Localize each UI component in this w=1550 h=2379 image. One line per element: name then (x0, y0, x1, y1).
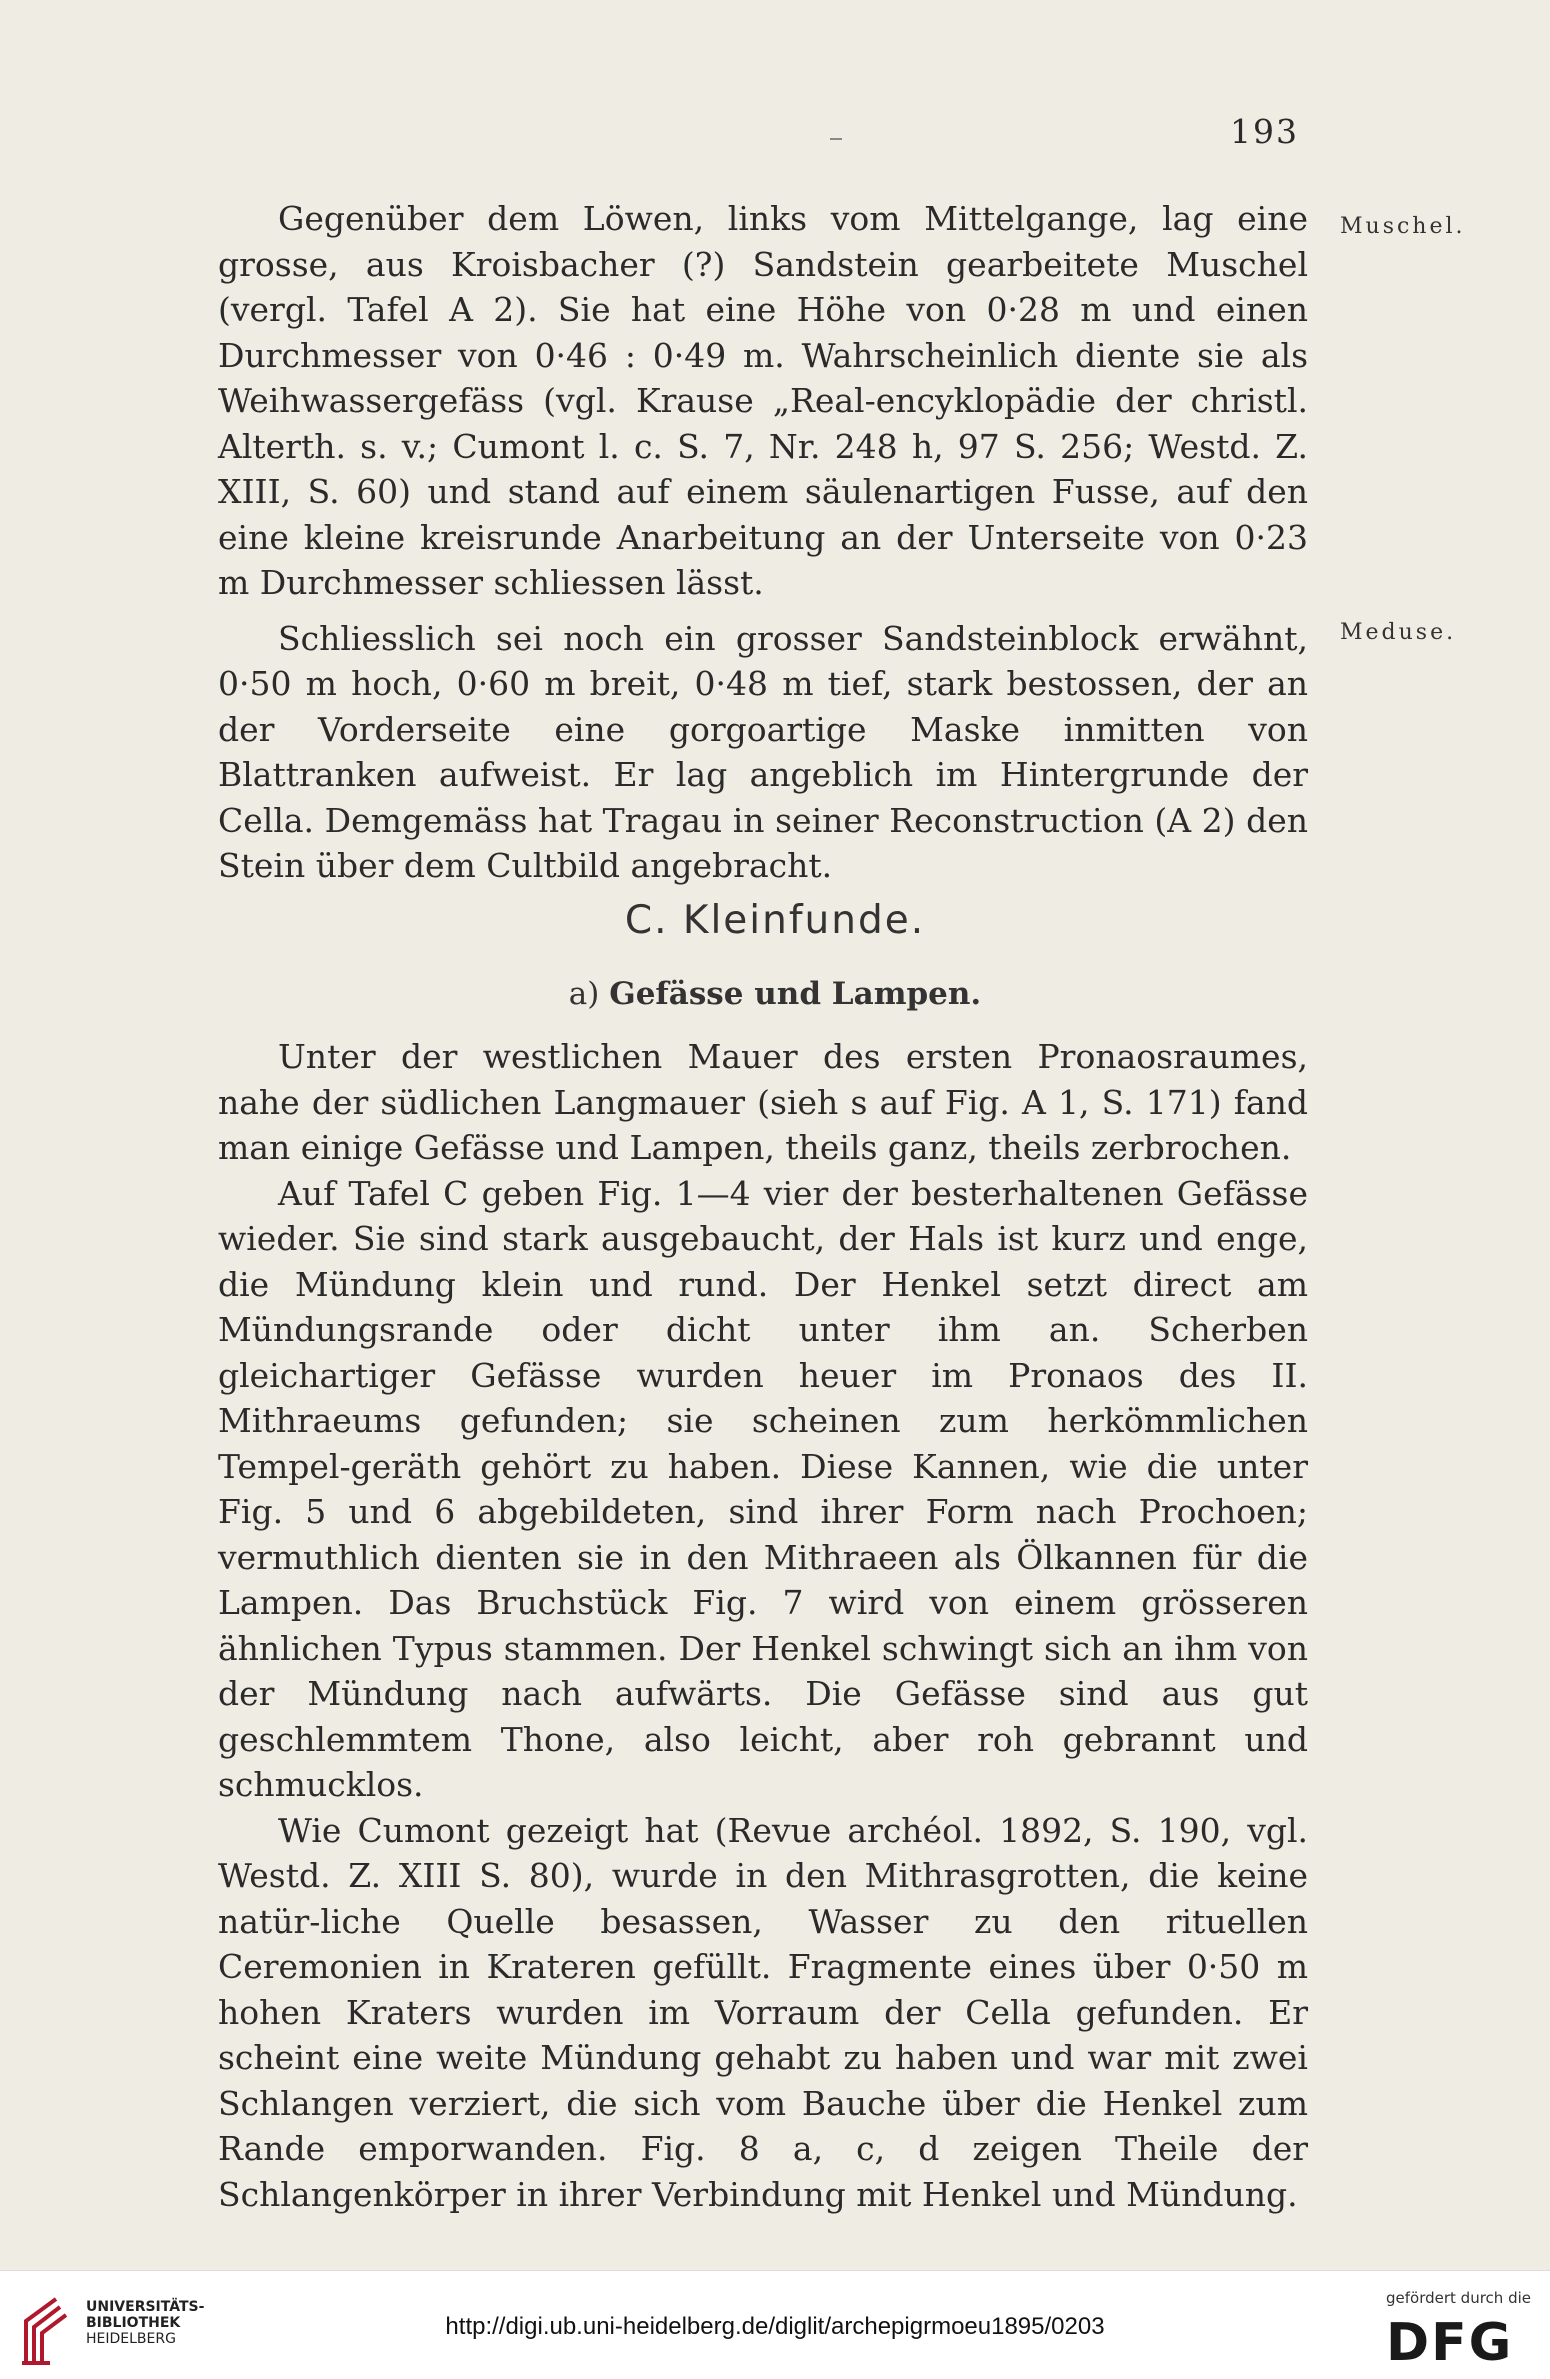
paragraph: Unter der westlichen Mauer des ersten Pronaosraumes, nahe der südlichen Langmauer (sieh s auf Fig. A 1, S. 171) fand man einige Gefässe und Lampen, theils ganz, theils zerbrochen. (218, 1037, 1308, 1167)
logo-line: HEIDELBERG (86, 2331, 176, 2347)
text-block-bottom (218, 1034, 1308, 2217)
footer-bar (0, 2270, 1550, 2379)
margin-note-muschel: Muschel. (1340, 214, 1466, 239)
margin-note-meduse: Meduse. (1340, 620, 1457, 645)
section-heading: C. Kleinfunde. (624, 898, 926, 943)
funded-by-label: gefördert durch die (1386, 2289, 1531, 2307)
sub-heading-title: Gefässe und Lampen. (609, 976, 982, 1012)
paragraph: Gegenüber dem Löwen, links vom Mittelgange, lag eine grosse, aus Kroisbacher (?) Sandstein gearbeitete Muschel (vergl. Tafel A 2). Sie hat eine Höhe von 0·28 m und einen Durchmesser von 0·46 : 0·49 m. Wahrscheinlich diente sie als Weihwassergefäss (vgl. Krause „Real-encyklopädie der christl. Alterth. s. v.; Cumont l. c. S. 7, Nr. 248 h, 97 S. 256; Westd. Z. XIII, S. 60) und stand auf einem säulenartigen Fusse, auf den eine kleine kreisrunde Anarbeitung an der Unterseite von 0·23 m Durchmesser schliessen lässt. (218, 199, 1308, 602)
sub-heading (0, 976, 1550, 1012)
sub-heading-prefix: a) (568, 976, 600, 1012)
page-number: 193 (1230, 112, 1299, 151)
paragraph: Wie Cumont gezeigt hat (Revue archéol. 1892, S. 190, vgl. Westd. Z. XIII S. 80), wurde in den Mithrasgrotten, die keine natür-liche Quelle besassen, Wasser zu den rituellen Ceremonien in Krateren gefüllt. Fragmente eines über 0·50 m hohen Kraters wurden im Vorraum der Cella gefunden. Er scheint eine weite Mündung gehabt zu haben und war mit zwei Schlangen verziert, die sich vom Bauche über die Henkel zum Rande emporwanden. Fig. 8 a, c, d zeigen Theile der Schlangenkörper in ihrer Verbindung mit Henkel und Mündung. (218, 1810, 1308, 2214)
paragraph: Schliesslich sei noch ein grosser Sandsteinblock erwähnt, 0·50 m hoch, 0·60 m breit, 0·48 m tief, stark bestossen, der an der Vorderseite eine gorgoartige Maske inmitten von Blattranken aufweist. Er lag angeblich im Hintergrunde der Cella. Demgemäss hat Tragau in seiner Reconstruction (A 2) den Stein über dem Cultbild angebracht. (218, 618, 1308, 885)
text-block-top (218, 196, 1308, 889)
logo-line: BIBLIOTHEK (86, 2315, 181, 2331)
paragraph: Auf Tafel C geben Fig. 1—4 vier der besterhaltenen Gefässe wieder. Sie sind stark ausgebaucht, der Hals ist kurz und enge, die Mündung klein und rund. Der Henkel setzt direct am Mündungsrande oder dicht unter ihm an. Scherben gleichartiger Gefässe wurden heuer im Pronaos des II. Mithraeums gefunden; sie scheinen zum herkömmlichen Tempel-geräth gehört zu haben. Diese Kannen, wie die unter Fig. 5 und 6 abgebildeten, sind ihrer Form nach Prochoen; vermuthlich dienten sie in den Mithraeen als Ölkannen für die Lampen. Das Bruchstück Fig. 7 wird von einem grösseren ähnlichen Typus stammen. Der Henkel schwingt sich an ihm von der Mündung nach aufwärts. Die Gefässe sind aus gut geschlemmtem Thone, also leicht, aber roh gebrannt und schmucklos. (218, 1173, 1308, 1804)
decorative-dash (830, 138, 842, 140)
dfg-logo: DFG (1386, 2313, 1514, 2373)
source-url-link[interactable]: http://digi.ub.uni-heidelberg.de/diglit/archepigrmoeu1895/0203 (445, 2313, 1105, 2340)
logo-line: UNIVERSITÄTS- (86, 2299, 205, 2315)
